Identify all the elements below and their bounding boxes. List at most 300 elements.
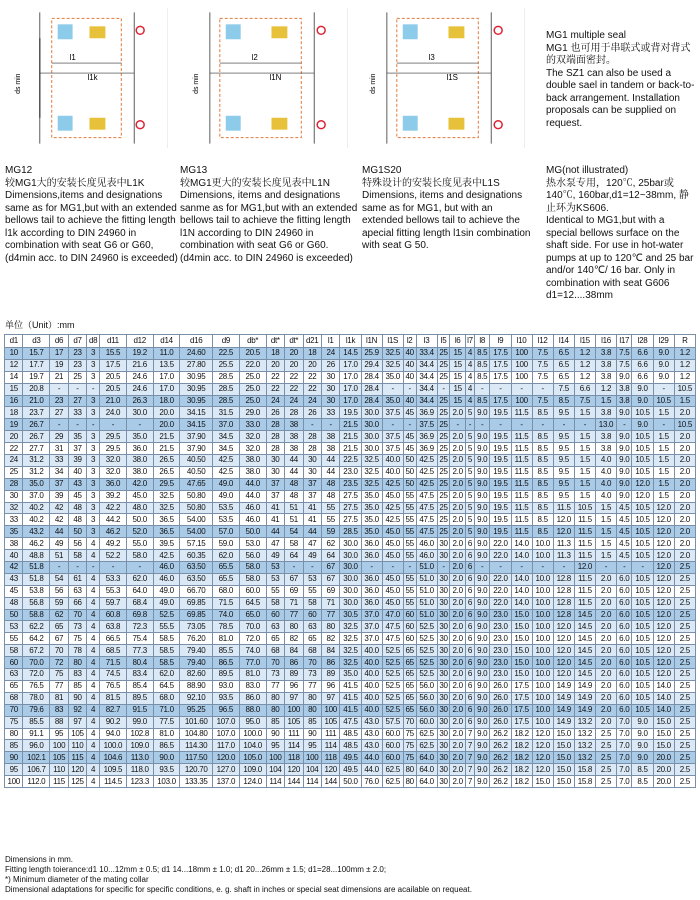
table-cell: 34.5 <box>212 443 239 455</box>
table-cell: - <box>303 419 321 431</box>
table-cell: 9.0 <box>617 407 632 419</box>
table-cell: 51.8 <box>23 573 50 585</box>
table-cell: 52.0 <box>126 526 153 538</box>
table-cell: 33.0 <box>239 419 266 431</box>
table-cell: 14.5 <box>574 669 595 681</box>
table-cell: 12.0 <box>553 657 574 669</box>
table-cell: 10.5 <box>674 383 695 395</box>
table-cell: 42.5 <box>212 455 239 467</box>
table-cell: 114.30 <box>180 740 213 752</box>
table-cell: 71.5 <box>212 597 239 609</box>
table-cell: 2.0 <box>450 704 465 716</box>
table-cell: 30 <box>437 573 450 585</box>
table-cell: 45 <box>68 490 86 502</box>
table-cell: 9.0 <box>474 657 489 669</box>
table-cell: 90.0 <box>153 752 180 764</box>
table-cell: 67 <box>285 573 303 585</box>
table-cell: 2.0 <box>595 585 616 597</box>
table-cell: - <box>511 419 532 431</box>
table-cell: 37 <box>50 478 68 490</box>
table-cell: 82.7 <box>100 704 127 716</box>
table-cell: - <box>403 383 416 395</box>
table-cell: 79.6 <box>23 704 50 716</box>
table-row <box>5 752 696 764</box>
table-cell: 118.0 <box>126 764 153 776</box>
table-cell: 86 <box>321 657 339 669</box>
column-header: l17 <box>617 335 632 348</box>
table-cell: 2.0 <box>450 680 465 692</box>
table-cell: 34.15 <box>180 419 213 431</box>
table-cell: 40 <box>403 359 416 371</box>
table-cell: 23.0 <box>490 657 511 669</box>
column-header: l1 <box>321 335 339 348</box>
table-cell: 85 <box>5 740 23 752</box>
table-cell: 48 <box>321 490 339 502</box>
table-cell: 90.2 <box>100 716 127 728</box>
table-cell: 1.5 <box>595 514 616 526</box>
desc-cn: 较MG1大的安装长度见表中L1K <box>5 177 145 189</box>
column-header: d16 <box>180 335 213 348</box>
table-cell: 30 <box>321 383 339 395</box>
table-cell: 55 <box>403 502 416 514</box>
table-cell: 30.0 <box>361 431 382 443</box>
table-cell: 47.65 <box>180 478 213 490</box>
table-cell: 82 <box>321 633 339 645</box>
table-cell: 17.0 <box>340 395 361 407</box>
table-cell: 30 <box>266 466 284 478</box>
table-cell: 19.5 <box>490 478 511 490</box>
table-cell: 42.5 <box>382 502 403 514</box>
table-cell: 30 <box>437 692 450 704</box>
table-cell: 35 <box>68 431 86 443</box>
table-cell: 6.0 <box>617 657 632 669</box>
table-cell: 41.5 <box>340 680 361 692</box>
table-cell: 20.0 <box>653 764 674 776</box>
table-cell: 10 <box>5 348 23 360</box>
table-cell: 62.5 <box>416 728 437 740</box>
table-cell: 62.5 <box>382 776 403 788</box>
table-cell: 93.5 <box>212 692 239 704</box>
svg-text:l1S: l1S <box>446 72 458 82</box>
table-cell: 26.0 <box>490 704 511 716</box>
table-cell: 2.0 <box>450 609 465 621</box>
table-cell: 25 <box>437 455 450 467</box>
table-cell: 12.0 <box>553 526 574 538</box>
table-cell: 62 <box>321 538 339 550</box>
table-cell: 55 <box>266 585 284 597</box>
table-cell: 55 <box>403 585 416 597</box>
table-cell: 60.0 <box>382 728 403 740</box>
table-cell: 37 <box>266 478 284 490</box>
table-cell: 22.0 <box>490 597 511 609</box>
table-cell: 2.5 <box>674 609 695 621</box>
table-cell: 9.0 <box>632 728 653 740</box>
table-cell: 60.0 <box>239 585 266 597</box>
table-cell: 110 <box>50 764 68 776</box>
desc-title: MG(not illustrated) <box>546 165 629 176</box>
table-cell: 36.9 <box>416 431 437 443</box>
table-cell: 17.5 <box>511 716 532 728</box>
table-cell: 10.0 <box>532 597 553 609</box>
table-cell: 1.2 <box>574 359 595 371</box>
table-cell: 9.0 <box>474 752 489 764</box>
table-cell: 34 <box>50 466 68 478</box>
table-cell: 9.0 <box>474 478 489 490</box>
table-cell: 11.5 <box>511 443 532 455</box>
table-cell: 30.0 <box>340 597 361 609</box>
table-cell: 26.2 <box>490 752 511 764</box>
table-cell: 12.0 <box>553 645 574 657</box>
table-cell: 1.5 <box>574 431 595 443</box>
table-cell: 25 <box>437 431 450 443</box>
table-cell: 34.15 <box>180 407 213 419</box>
table-cell: 47.5 <box>382 621 403 633</box>
table-cell: 6.0 <box>617 597 632 609</box>
table-cell: 105 <box>50 752 68 764</box>
table-cell: 13.2 <box>574 716 595 728</box>
table-cell: 32.5 <box>361 466 382 478</box>
table-cell: 89 <box>321 669 339 681</box>
table-cell: - <box>450 419 465 431</box>
table-cell: 38.0 <box>239 455 266 467</box>
table-cell: 57.0 <box>212 526 239 538</box>
table-cell: 144 <box>285 776 303 788</box>
table-cell: 68.0 <box>212 585 239 597</box>
table-cell: 44.0 <box>239 490 266 502</box>
table-cell: 32.5 <box>340 633 361 645</box>
table-cell: 51.0 <box>416 562 437 574</box>
table-cell: 22.0 <box>490 573 511 585</box>
table-cell: - <box>361 562 382 574</box>
table-cell: 91.1 <box>23 728 50 740</box>
table-cell: 30 <box>437 550 450 562</box>
table-cell: 3 <box>87 490 100 502</box>
table-cell: 14.0 <box>653 704 674 716</box>
table-cell: 3 <box>87 443 100 455</box>
footnotes <box>5 855 472 895</box>
table-cell: 54.00 <box>180 514 213 526</box>
table-cell: 118 <box>285 752 303 764</box>
table-cell: 64.0 <box>416 764 437 776</box>
table-cell: 1.2 <box>674 348 695 360</box>
table-cell: 51 <box>50 550 68 562</box>
table-cell: 46.0 <box>416 538 437 550</box>
table-cell: 2.5 <box>595 752 616 764</box>
table-cell: 38 <box>285 443 303 455</box>
table-cell: 52.5 <box>382 645 403 657</box>
table-cell: 2.0 <box>674 478 695 490</box>
table-cell: 6.0 <box>617 621 632 633</box>
table-cell: 66.5 <box>100 633 127 645</box>
table-cell: 64.0 <box>416 752 437 764</box>
table-cell: 63 <box>5 669 23 681</box>
table-cell: 10.5 <box>653 395 674 407</box>
table-cell: 95 <box>266 740 284 752</box>
table-cell: 39 <box>68 455 86 467</box>
table-cell: 30 <box>321 371 339 383</box>
table-cell: 33 <box>5 514 23 526</box>
table-row <box>5 407 696 419</box>
table-cell: 8.5 <box>474 359 489 371</box>
table-cell: 9.0 <box>474 573 489 585</box>
table-cell: 10.5 <box>632 526 653 538</box>
table-cell: 15.0 <box>653 728 674 740</box>
table-cell: 30.0 <box>361 419 382 431</box>
column-header: l2 <box>403 335 416 348</box>
table-cell: 23.0 <box>490 669 511 681</box>
table-cell: 11.5 <box>511 455 532 467</box>
table-cell: 9.0 <box>474 680 489 692</box>
table-cell: 9.0 <box>474 514 489 526</box>
table-cell: 14.9 <box>553 680 574 692</box>
table-cell: 15.0 <box>511 657 532 669</box>
table-cell: 1.5 <box>574 490 595 502</box>
table-cell: 28.5 <box>212 383 239 395</box>
table-cell: 8.5 <box>532 455 553 467</box>
table-cell: 101.60 <box>180 716 213 728</box>
table-cell: 15 <box>450 359 465 371</box>
table-cell: 10.0 <box>532 645 553 657</box>
table-cell: 4 <box>87 669 100 681</box>
table-cell: 4 <box>87 645 100 657</box>
table-cell: 107.0 <box>212 716 239 728</box>
table-cell: 2.0 <box>595 692 616 704</box>
table-cell: 52.5 <box>416 669 437 681</box>
svg-text:l3: l3 <box>428 53 435 63</box>
table-cell: 50 <box>403 478 416 490</box>
table-cell: 15.7 <box>23 348 50 360</box>
table-row <box>5 431 696 443</box>
table-cell: 23 <box>68 348 86 360</box>
table-cell: 90 <box>5 752 23 764</box>
table-cell: 7.0 <box>617 740 632 752</box>
table-cell: 25 <box>437 514 450 526</box>
table-cell: 30 <box>437 680 450 692</box>
table-cell: 79.40 <box>180 645 213 657</box>
table-cell: 27 <box>68 395 86 407</box>
table-cell: 37.0 <box>361 621 382 633</box>
svg-text:l1N: l1N <box>269 72 282 82</box>
table-cell: 1.5 <box>653 478 674 490</box>
table-cell: 88.0 <box>239 704 266 716</box>
table-cell: 25 <box>437 443 450 455</box>
table-cell: - <box>68 562 86 574</box>
table-cell: 15.0 <box>511 669 532 681</box>
table-cell: 23.7 <box>23 407 50 419</box>
table-cell: 9.5 <box>553 490 574 502</box>
table-cell: 32.5 <box>382 348 403 360</box>
table-cell: 46.0 <box>239 514 266 526</box>
table-cell: 14.9 <box>574 692 595 704</box>
table-cell: 127.0 <box>212 764 239 776</box>
table-cell: 100 <box>511 395 532 407</box>
table-cell: 40 <box>68 466 86 478</box>
column-header: d12 <box>126 335 153 348</box>
table-cell: 40 <box>5 550 23 562</box>
table-cell: 18.2 <box>511 740 532 752</box>
table-cell: 44.2 <box>100 514 127 526</box>
table-cell: 33.4 <box>416 348 437 360</box>
table-cell: 29.5 <box>100 443 127 455</box>
table-row <box>5 621 696 633</box>
table-cell: 104.80 <box>180 728 213 740</box>
table-cell: - <box>87 383 100 395</box>
table-cell: 2.0 <box>595 573 616 585</box>
table-cell: 15 <box>450 383 465 395</box>
table-cell: 4 <box>87 776 100 788</box>
table-cell: 53.0 <box>239 538 266 550</box>
table-cell: 10.0 <box>532 585 553 597</box>
table-cell: 11.5 <box>574 597 595 609</box>
table-cell: 4 <box>87 764 100 776</box>
table-cell: 14.0 <box>511 538 532 550</box>
table-cell: 10.0 <box>532 573 553 585</box>
table-cell: 46.0 <box>239 502 266 514</box>
table-cell: 9.5 <box>553 455 574 467</box>
table-cell: 92 <box>68 704 86 716</box>
table-cell: 9.0 <box>474 443 489 455</box>
table-cell: 37.5 <box>382 407 403 419</box>
column-header: d8 <box>87 335 100 348</box>
table-cell: 15 <box>450 348 465 360</box>
table-cell: 37.5 <box>416 419 437 431</box>
table-cell: 36.0 <box>361 585 382 597</box>
table-cell: 47 <box>266 538 284 550</box>
table-cell: 9.0 <box>632 395 653 407</box>
table-cell: 2.5 <box>674 716 695 728</box>
table-cell: 75 <box>5 716 23 728</box>
table-cell: 4 <box>87 728 100 740</box>
table-cell: 4.0 <box>595 490 616 502</box>
svg-text:ds min: ds min <box>369 73 377 94</box>
table-cell: 4 <box>87 680 100 692</box>
table-cell: 24 <box>266 395 284 407</box>
table-cell: 11.5 <box>553 502 574 514</box>
table-cell: 47.5 <box>416 514 437 526</box>
table-cell: 14.9 <box>574 680 595 692</box>
table-cell: 6 <box>465 550 474 562</box>
table-cell: 15 <box>450 371 465 383</box>
table-row <box>5 680 696 692</box>
table-cell: 49.0 <box>153 585 180 597</box>
table-cell: 77 <box>266 680 284 692</box>
table-cell: 102.8 <box>126 728 153 740</box>
table-cell: 42 <box>50 502 68 514</box>
table-cell: 95 <box>50 728 68 740</box>
table-cell: 71.0 <box>153 704 180 716</box>
table-cell: 52.2 <box>100 550 127 562</box>
table-cell: 22.0 <box>490 585 511 597</box>
table-cell: 2.5 <box>674 669 695 681</box>
table-cell: 55 <box>321 514 339 526</box>
table-cell: 51.0 <box>416 609 437 621</box>
table-cell: 14.0 <box>511 585 532 597</box>
table-cell: 4 <box>87 621 100 633</box>
table-cell: 11.5 <box>511 490 532 502</box>
table-cell: 58 <box>285 538 303 550</box>
table-cell: 35.0 <box>382 395 403 407</box>
table-cell: 2.0 <box>450 478 465 490</box>
table-cell: 40.2 <box>23 502 50 514</box>
table-cell: 77.5 <box>153 716 180 728</box>
table-cell: 35.0 <box>126 431 153 443</box>
table-cell: 30 <box>437 645 450 657</box>
table-cell: 22.5 <box>212 348 239 360</box>
table-cell: 9.0 <box>474 633 489 645</box>
table-cell: 28.5 <box>212 371 239 383</box>
table-cell: 47.5 <box>416 490 437 502</box>
table-cell: - <box>632 562 653 574</box>
table-cell: 83 <box>68 669 86 681</box>
table-cell: 8.5 <box>532 443 553 455</box>
table-cell: 7 <box>465 740 474 752</box>
table-cell: - <box>100 562 127 574</box>
table-cell: 26 <box>321 359 339 371</box>
table-row <box>5 526 696 538</box>
table-cell: 24 <box>5 455 23 467</box>
table-cell: 53.3 <box>100 573 127 585</box>
table-cell: 49.0 <box>153 597 180 609</box>
table-cell: 30 <box>266 455 284 467</box>
table-cell: 26.0 <box>490 680 511 692</box>
unit-label: 单位（Unit）:mm <box>5 320 75 330</box>
table-cell: 62.5 <box>416 740 437 752</box>
table-cell: 3.8 <box>595 431 616 443</box>
table-row <box>5 550 696 562</box>
table-cell: 9.0 <box>474 538 489 550</box>
table-cell: 72.0 <box>23 669 50 681</box>
table-cell: 75 <box>403 752 416 764</box>
table-cell: 15.8 <box>574 776 595 788</box>
table-cell: 64 <box>285 550 303 562</box>
table-cell: 28 <box>285 407 303 419</box>
table-cell: - <box>474 383 489 395</box>
table-cell: 53 <box>303 573 321 585</box>
table-cell: 6.0 <box>617 692 632 704</box>
table-cell: 10.0 <box>532 680 553 692</box>
table-cell: 45 <box>403 407 416 419</box>
table-cell: 9.0 <box>474 550 489 562</box>
table-cell: 65 <box>5 680 23 692</box>
table-cell: 2.0 <box>595 609 616 621</box>
column-header: l1k <box>340 335 361 348</box>
table-cell: 9.0 <box>474 740 489 752</box>
table-cell: 15 <box>5 383 23 395</box>
table-row <box>5 514 696 526</box>
table-cell: 6 <box>465 704 474 716</box>
table-cell: 9.0 <box>617 478 632 490</box>
table-cell: - <box>50 383 68 395</box>
table-cell: 17.0 <box>340 359 361 371</box>
table-cell: 12.0 <box>553 633 574 645</box>
table-cell: 58 <box>303 597 321 609</box>
table-cell: 14.9 <box>553 704 574 716</box>
table-cell: - <box>490 383 511 395</box>
table-cell: 2.0 <box>450 443 465 455</box>
table-row <box>5 359 696 371</box>
table-cell: 6 <box>465 562 474 574</box>
table-cell: 45.0 <box>382 538 403 550</box>
table-cell: 48 <box>321 478 339 490</box>
table-cell: 6 <box>465 609 474 621</box>
table-cell: 70 <box>50 645 68 657</box>
table-cell: 12.8 <box>553 597 574 609</box>
table-cell: 80 <box>5 728 23 740</box>
table-cell: 49.5 <box>340 764 361 776</box>
table-cell: 44.0 <box>239 478 266 490</box>
table-cell: - <box>553 562 574 574</box>
table-cell: - <box>100 419 127 431</box>
